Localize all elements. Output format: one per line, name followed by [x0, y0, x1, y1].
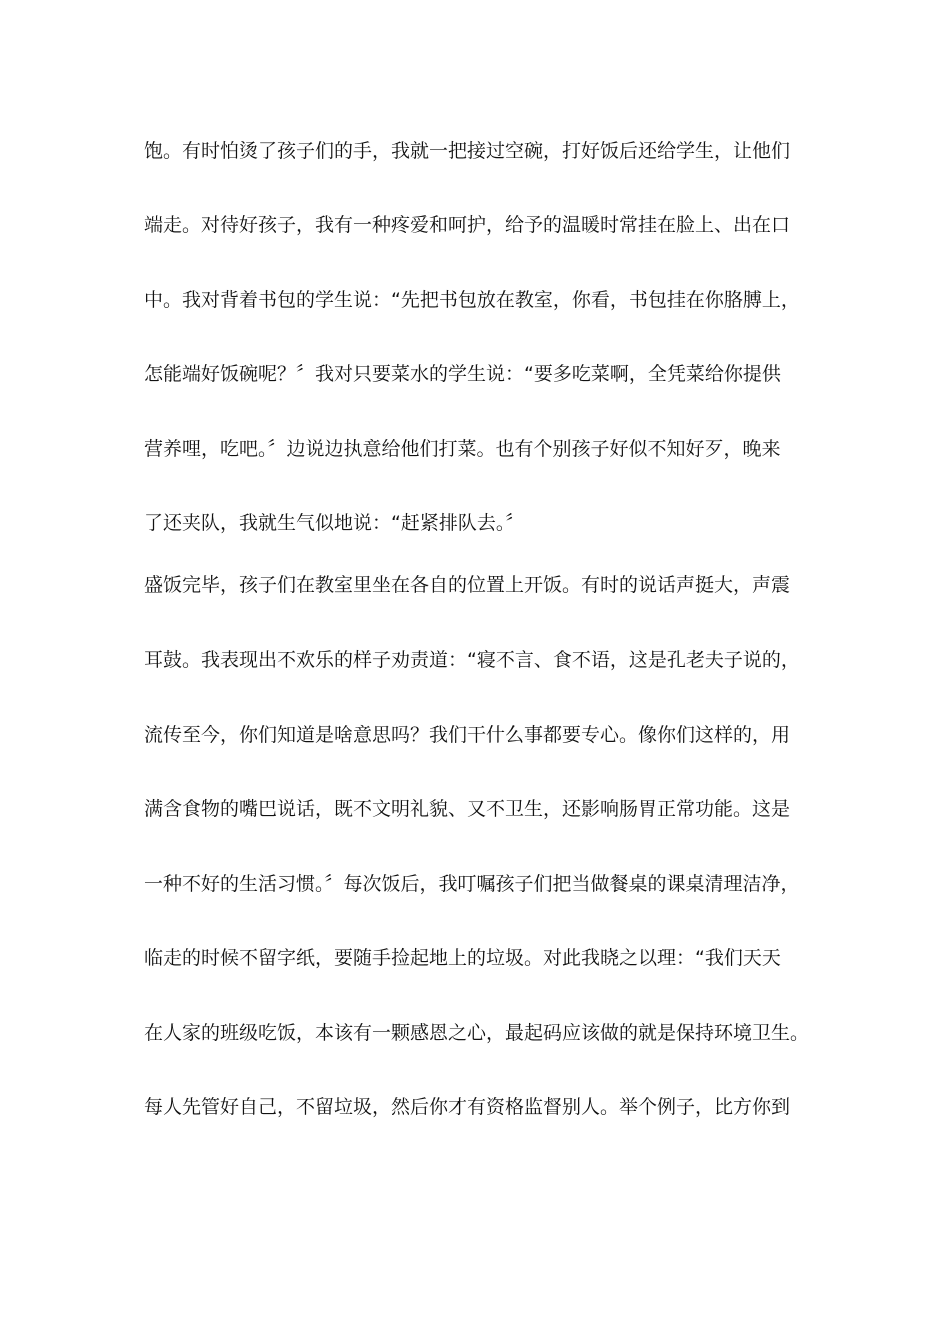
text-line: 了还夹队，我就生气似地说：“赶紧排队去。〞 — [144, 512, 525, 534]
text-line: 一种不好的生活习惯。〞每次饭后，我叮嘱孩子们把当做餐桌的课桌清理洁净， — [144, 873, 800, 895]
text-line: 营养哩，吃吧。〞边说边执意给他们打菜。也有个别孩子好似不知好歹，晚来 — [144, 438, 781, 460]
text-line: 盛饭完毕，孩子们在教室里坐在各自的位置上开饭。有时的说话声挺大，声震 — [144, 574, 791, 596]
text-line: 饱。有时怕烫了孩子们的手，我就一把接过空碗，打好饭后还给学生，让他们 — [144, 140, 791, 162]
text-line: 在人家的班级吃饭，本该有一颗感恩之心，最起码应该做的就是保持环境卫生。 — [144, 1022, 810, 1044]
text-line: 满含食物的嘴巴说话，既不文明礼貌、又不卫生，还影响肠胃正常功能。这是 — [144, 798, 791, 820]
text-line: 中。我对背着书包的学生说：“先把书包放在教室，你看，书包挂在你胳膊上， — [144, 289, 800, 311]
text-line: 临走的时候不留字纸，要随手捡起地上的垃圾。对此我晓之以理：“我们天天 — [144, 947, 781, 969]
text-line: 端走。对待好孩子，我有一种疼爱和呵护，给予的温暖时常挂在脸上、出在口 — [144, 214, 791, 236]
text-line: 耳鼓。我表现出不欢乐的样子劝责道：“寝不言、食不语，这是孔老夫子说的， — [144, 649, 800, 671]
text-line: 流传至今，你们知道是啥意思吗？我们干什么事都要专心。像你们这样的，用 — [144, 724, 791, 746]
text-line: 怎能端好饭碗呢？〞我对只要菜水的学生说：“要多吃菜啊，全凭菜给你提供 — [144, 363, 781, 385]
text-line: 每人先管好自己，不留垃圾，然后你才有资格监督别人。举个例子，比方你到 — [144, 1096, 791, 1118]
